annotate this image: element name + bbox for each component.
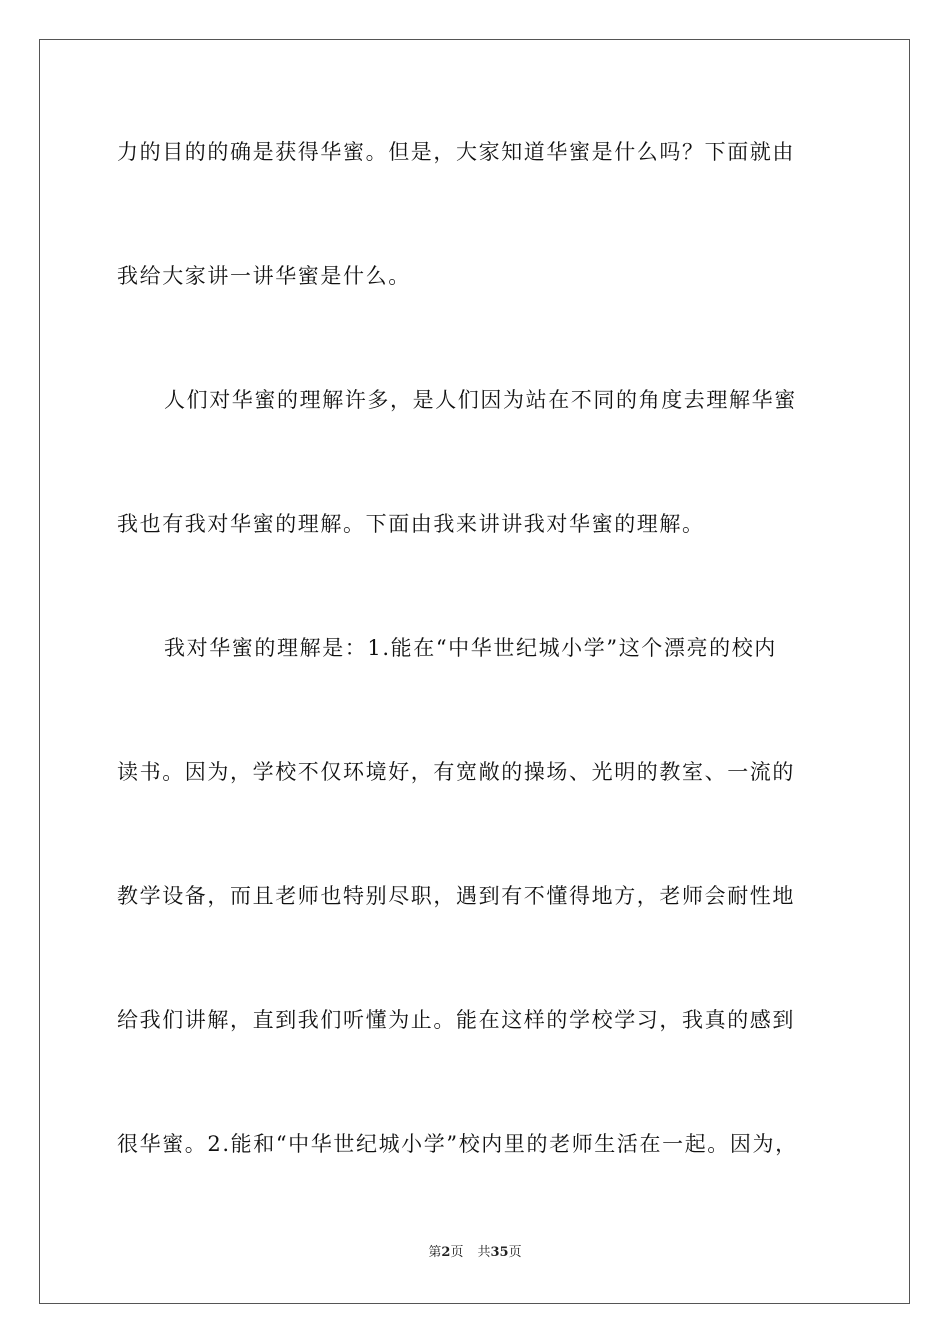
body-line-7: 教学设备，而且老师也特别尽职，遇到有不懂得地方，老师会耐性地 bbox=[117, 884, 795, 908]
body-line-5: 我对华蜜的理解是：1.能在“中华世纪城小学”这个漂亮的校内 bbox=[164, 636, 777, 660]
total-suffix: 页 bbox=[508, 1245, 522, 1260]
body-line-1: 力的目的的确是获得华蜜。但是，大家知道华蜜是什么吗？下面就由 bbox=[117, 140, 795, 164]
total-prefix: 共 bbox=[477, 1245, 491, 1260]
page-border bbox=[39, 39, 910, 1304]
body-line-8: 给我们讲解，直到我们听懂为止。能在这样的学校学习，我真的感到 bbox=[117, 1008, 795, 1032]
body-line-9: 很华蜜。2.能和“中华世纪城小学”校内里的老师生活在一起。因为， bbox=[117, 1132, 798, 1156]
page-suffix: 页 bbox=[450, 1245, 464, 1260]
body-line-3: 人们对华蜜的理解许多，是人们因为站在不同的角度去理解华蜜 bbox=[164, 388, 797, 412]
page-number: 2 bbox=[441, 1245, 451, 1260]
total-pages: 35 bbox=[490, 1245, 509, 1260]
body-line-2: 我给大家讲一讲华蜜是什么。 bbox=[117, 264, 411, 288]
page-prefix: 第 bbox=[428, 1245, 442, 1260]
page-footer bbox=[0, 1244, 950, 1262]
body-line-6: 读书。因为，学校不仅环境好，有宽敞的操场、光明的教室、一流的 bbox=[117, 760, 795, 784]
body-line-4: 我也有我对华蜜的理解。下面由我来讲讲我对华蜜的理解。 bbox=[117, 512, 705, 536]
